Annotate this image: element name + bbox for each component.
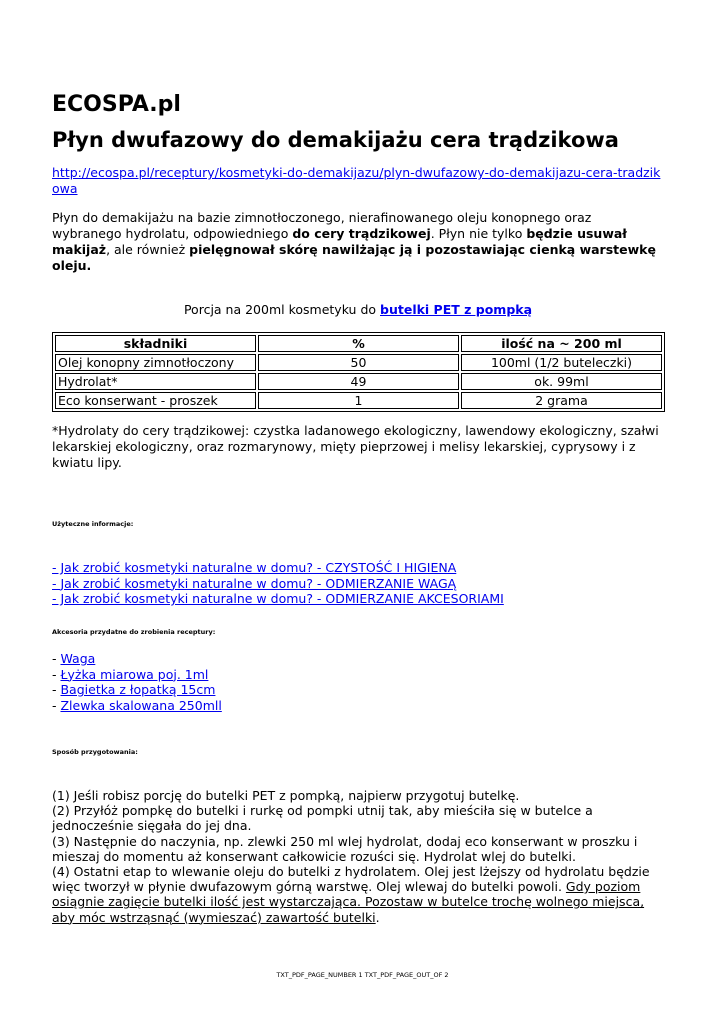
- page-title: Płyn dwufazowy do demakijażu cera trądzikowa: [52, 128, 619, 152]
- step-3: (3) Następnie do naczynia, np. zlewki 250 ml wlej hydrolat, dodaj eco konserwant w proszku i mieszaj do momentu aż konserwant całkowicie rozuści się. Hydrolat wlej do butelki.: [52, 833, 638, 864]
- accessory-rod-link[interactable]: Bagietka z łopatką 15cm: [60, 682, 216, 697]
- table-cell: 49: [258, 373, 459, 390]
- table-cell: 50: [258, 354, 459, 371]
- header-ingredients: składniki: [55, 335, 256, 352]
- table-cell: ok. 99ml: [461, 373, 662, 390]
- accessories-heading: Akcesoria przydatne do zrobienia receptury:: [52, 628, 216, 636]
- table-cell: 1: [258, 392, 459, 409]
- accessory-scale-link[interactable]: Waga: [60, 651, 96, 666]
- ingredients-table: [52, 332, 665, 412]
- intro-bold-2: będzie usuwał makijaż: [52, 226, 627, 257]
- hydrolat-note: *Hydrolaty do cery trądzikowej: czystka ladanowego ekologiczny, lawendowy ekologiczny, szałwi lekarskiej ekologiczny, oraz rozmarynowy, mięty pieprzowej i melisy lekarskiej, cyprysowy i z kwiatu lipy.: [52, 423, 659, 470]
- preparation-heading: Sposób przygotowania:: [52, 748, 138, 756]
- list-dash: -: [52, 666, 61, 682]
- intro-text-3: , ale również: [106, 242, 190, 257]
- table-header-row: [55, 335, 662, 352]
- table-row: [55, 373, 662, 390]
- page-footer: TXT_PDF_PAGE_NUMBER 1 TXT_PDF_PAGE_OUT_OF 2: [276, 971, 449, 979]
- source-url-link[interactable]: http://ecospa.pl/receptury/kosmetyki-do-demakijazu/plyn-dwufazowy-do-demakijazu-cera-tradzikowa: [52, 165, 661, 196]
- intro-text-1: Płyn do demakijażu na bazie zimnotłoczonego, nierafinowanego oleju konopnego oraz wybranego hydrolatu, odpowiedniego: [52, 210, 592, 241]
- table-cell: 2 grama: [461, 392, 662, 409]
- link-accessories[interactable]: - Jak zrobić kosmetyki naturalne w domu? - ODMIERZANIE AKCESORIAMI: [52, 591, 504, 606]
- step-2: (2) Przyłóż pompkę do butelki i rurkę od pompki utnij tak, aby mieściła się w butelce a jednocześnie sięgała do jej dna.: [52, 803, 593, 834]
- accessory-beaker-link[interactable]: Zlewka skalowana 250mll: [60, 697, 222, 713]
- link-cleanliness[interactable]: - Jak zrobić kosmetyki naturalne w domu? - CZYSTOŚĆ I HIGIENA: [52, 560, 457, 575]
- accessory-spoon-link[interactable]: Łyżka miarowa poj. 1ml: [60, 666, 209, 682]
- accessories-list: [52, 651, 222, 713]
- site-name: ECOSPA.pl: [52, 92, 181, 117]
- intro-paragraph: [52, 210, 664, 274]
- portion-text: Porcja na 200ml kosmetyku do: [183, 302, 381, 317]
- header-percent: %: [258, 335, 459, 352]
- intro-bold-3: pielęgnował skórę nawilżając ją i pozostawiając cienką warstewkę oleju.: [52, 242, 656, 273]
- portion-line: [52, 302, 664, 317]
- useful-links-list: [52, 560, 504, 607]
- intro-text-2: . Płyn nie tylko: [430, 226, 527, 241]
- table-cell: Eco konserwant - proszek: [55, 392, 256, 409]
- table-row: [55, 392, 662, 409]
- list-dash: -: [52, 682, 61, 697]
- step-4-text: (4) Ostatni etap to wlewanie oleju do butelki z hydrolatem. Olej jest lżejszy od hydrolatu będzie więc tworzył w płynie dwufazowym górną warstwę. Olej wlewaj do butelki powoli.: [52, 864, 650, 895]
- table-cell: 100ml (1/2 buteleczki): [461, 354, 662, 371]
- useful-info-heading: Użyteczne informacje:: [52, 520, 134, 528]
- table-cell: Olej konopny zimnotłoczony: [55, 354, 256, 371]
- step-4-underlined: Gdy poziom osiągnie zagięcie butelki ilość jest wystarczająca. Pozostaw w butelce trochę wolnego miejsca, aby móc wstrząsnąć (wymieszać) zawartość butelki: [52, 879, 645, 925]
- step-4-end: .: [375, 909, 380, 925]
- step-4: [52, 864, 664, 925]
- header-amount: ilość na ~ 200 ml: [461, 335, 662, 352]
- step-1: (1) Jeśli robisz porcję do butelki PET z pompką, najpierw przygotuj butelkę.: [52, 788, 520, 803]
- intro-bold-1: do cery trądzikowej: [292, 226, 431, 241]
- bottle-link[interactable]: butelki PET z pompką: [380, 302, 533, 317]
- preparation-steps: [52, 788, 664, 925]
- table-cell: Hydrolat*: [55, 373, 256, 390]
- list-dash: -: [52, 651, 61, 666]
- link-weighing[interactable]: - Jak zrobić kosmetyki naturalne w domu? - ODMIERZANIE WAGĄ: [52, 575, 457, 591]
- list-dash: -: [52, 697, 61, 713]
- table-row: [55, 354, 662, 371]
